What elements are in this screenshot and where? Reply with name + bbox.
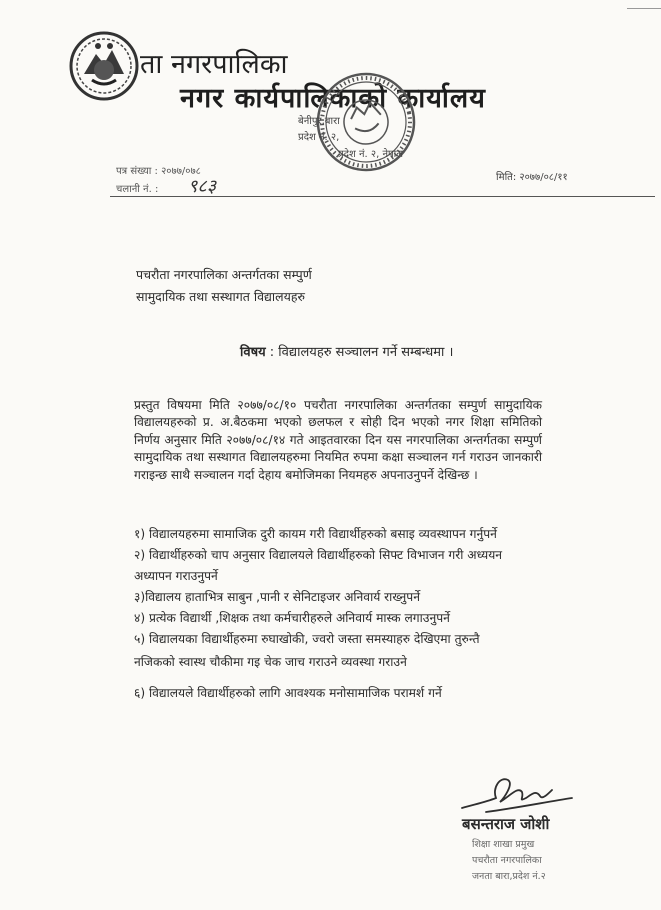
rule-item: ३)विद्यालय हाताभित्र साबुन ,पानी र सेनिटाइजर अनिवार्य राख्नुपर्ने — [134, 590, 420, 604]
header-divider — [110, 196, 655, 197]
letter-number: पत्र संख्या : २०७७/०७८ — [116, 166, 201, 177]
subject-label: विषय — [240, 345, 266, 360]
rule-item: २) विद्यार्थीहरुको चाप अनुसार विद्यालयले विद्यार्थीहरुको सिफ्ट विभाजन गरी अध्ययन — [134, 548, 503, 562]
subject-text: : विद्यालयहरु सञ्चालन गर्ने सम्बन्धमा । — [269, 345, 454, 360]
subject-line — [240, 342, 453, 360]
address-line-2: प्रदेश नं. २, — [298, 132, 340, 143]
rule-item: अध्यापन गराउनुपर्ने — [134, 569, 218, 583]
signatory-title: शिक्षा शाखा प्रमुख — [472, 839, 535, 850]
rule-item: ६) विद्यालयले विद्यार्थीहरुको लागि आवश्यक मनोसामाजिक परामर्श गर्ने — [134, 686, 442, 700]
body-paragraph: प्रस्तुत विषयमा मिति २०७७/०८/१० पचरौता नगरपालिका अन्तर्गतका सम्पुर्ण सामुदायिक विद्यालयहरुको प्र. अ.बैठकमा भएको छलफल र सोही दिन भएको नगर शिक्षा समितिको निर्णय अनुसार मिति २०७७/०८/१४ गते आइतवारका दिन यस नगरपालिका अन्तर्गतका सम्पुर्ण सामुदायिक तथा सस्थागत विद्यालयहरुमा नियमित रुपमा कक्षा सञ्चालन गर्न गराउन जानकारी गराइन्छ साथै सञ्चालन गर्दा देहाय बमोजिमका नियमहरु अपनाउनुपर्ने देखिन्छ । — [134, 398, 542, 482]
handwritten-signature-icon — [456, 768, 576, 816]
signatory-name: बसन्तराज जोशी — [462, 815, 550, 833]
letter-date: मिति: २०७७/०८/११ — [496, 172, 568, 183]
recipient-line-1: पचरौता नगरपालिका अन्तर्गतका सम्पुर्ण — [136, 267, 312, 282]
rule-item: ४) प्रत्येक विद्यार्थी ,शिक्षक तथा कर्मचारीहरुले अनिवार्य मास्क लगाउनुपर्ने — [134, 611, 450, 625]
org-name-line1: ता नगरपालिका — [140, 49, 288, 80]
rule-item: ५) विद्यालयका विद्यार्थीहरुमा रुघाखोकी, ज्वरो जस्ता समस्याहरु देखिएमा तुरुन्तै — [134, 632, 480, 646]
signatory-address: जनता बारा,प्रदेश नं.२ — [472, 871, 546, 882]
recipient-line-2: सामुदायिक तथा सस्थागत विद्यालयहरु — [136, 289, 305, 304]
rule-item: नजिकको स्वास्थ चौकीमा गइ चेक जाच गराउने व्यवस्था गराउने — [134, 655, 407, 669]
address-line-1: बेनीपुर,बारा — [298, 116, 340, 127]
dispatch-label: चलानी नं. : — [116, 184, 159, 195]
org-name-line2: नगर कार्यपालिकाको कार्यालय — [180, 83, 486, 114]
page-corner-mark — [627, 0, 661, 9]
nepal-emblem-icon — [68, 30, 140, 102]
dispatch-number: ९८३ — [188, 176, 217, 197]
rule-item: १) विद्यालयहरुमा सामाजिक दुरी कायम गरी विद्यार्थीहरुको बसाइ व्यवस्थापन गर्नुपर्ने — [134, 527, 497, 541]
address-line-3: प्रदेश नं. २, नेपाल — [338, 149, 404, 160]
signatory-office: पचरौता नगरपालिका — [472, 855, 542, 866]
